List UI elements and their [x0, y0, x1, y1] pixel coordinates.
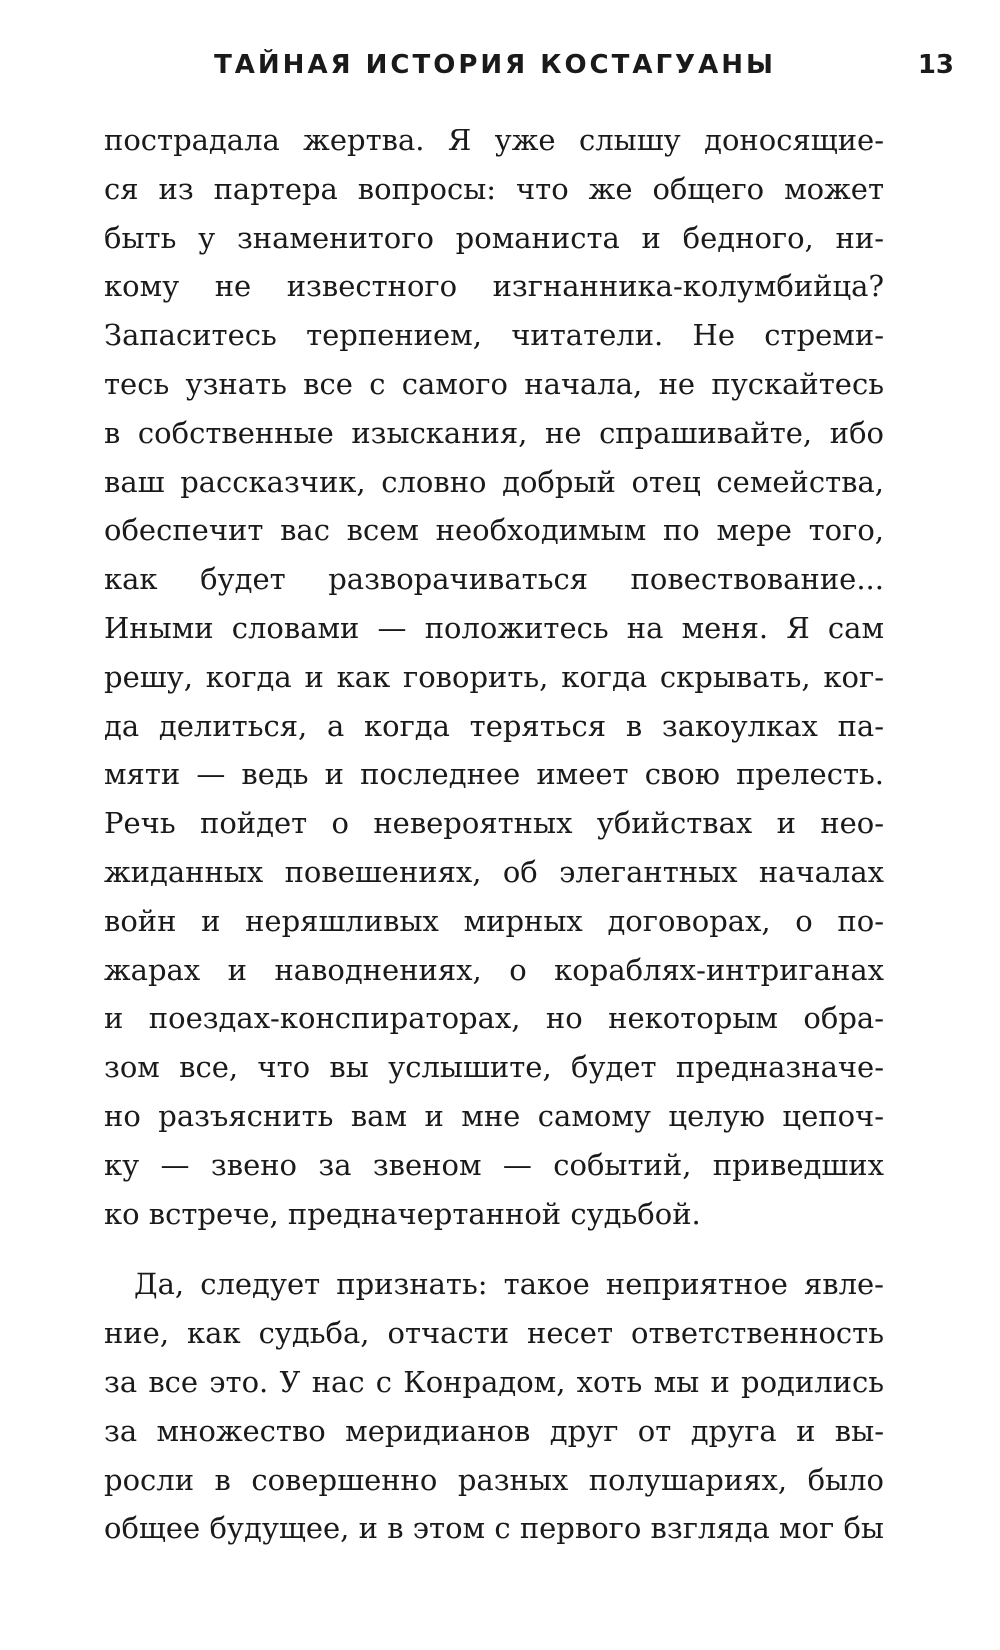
text-line: мяти — ведь и последнее имеет свою прелесть. [104, 757, 884, 792]
text-line: пострадала жертва. Я уже слышу доносящие- [104, 123, 884, 157]
text-line: тесь узнать все с самого начала, не пускайтесь [104, 366, 884, 401]
text-line: Речь пойдет о невероятных убийствах и нео- [104, 806, 884, 841]
text-line: Иными словами — положитесь на меня. Я сам [104, 610, 884, 645]
text-line: росли в совершенно разных полушариях, было [104, 1462, 884, 1497]
text-line: ко встрече, предначертанной судьбой. [104, 1196, 701, 1231]
text-line: жиданных повешениях, об элегантных началах [104, 854, 884, 889]
text-line: обеспечит вас всем необходимым по мере того, [104, 513, 884, 548]
text-line: Да, следует признать: такое неприятное явле- [134, 1267, 884, 1302]
text-line: жарах и наводнениях, о кораблях-интриганах [104, 952, 884, 987]
paragraph-1 [104, 116, 884, 1238]
text-line: за все это. У нас с Конрадом, хоть мы и родились [104, 1364, 884, 1399]
text-line: в собственные изыскания, не спрашивайте, ибо [104, 415, 884, 450]
running-title: ТАЙНАЯ ИСТОРИЯ КОСТАГУАНЫ [214, 50, 776, 80]
text-line: зом все, что вы услышите, будет предназначе- [104, 1050, 884, 1085]
running-head [0, 44, 1000, 84]
text-line: ние, как судьба, отчасти несет ответственность [104, 1316, 884, 1351]
paragraph-2 [104, 1260, 884, 1553]
text-line: решу, когда и как говорить, когда скрывать, ког- [104, 659, 884, 694]
text-line: общее будущее, и в этом с первого взгляда мог бы [104, 1511, 884, 1546]
text-line: войн и неряшливых мирных договорах, о по- [104, 903, 884, 938]
text-line: да делиться, а когда теряться в закоулках па- [104, 708, 884, 743]
text-line: но разъяснить вам и мне самому целую цепоч- [104, 1098, 884, 1133]
text-line: Запаситесь терпением, читатели. Не стреми- [104, 318, 884, 353]
text-line: кому не известного изгнанника-колумбийца? [104, 269, 884, 304]
text-line: за множество меридианов друг от друга и вы- [104, 1413, 884, 1448]
body-text [104, 116, 884, 1553]
text-line: ся из партера вопросы: что же общего может [104, 171, 884, 206]
paragraph-gap [104, 1238, 884, 1260]
text-line: ваш рассказчик, словно добрый отец семейства, [104, 464, 884, 499]
text-line: как будет разворачиваться повествование... [104, 562, 884, 597]
text-line: ку — звено за звеном — событий, приведших [104, 1147, 884, 1182]
text-line: и поездах-конспираторах, но некоторым обра- [104, 1001, 884, 1036]
page-number: 13 [917, 50, 954, 80]
text-line: быть у знаменитого романиста и бедного, ни- [104, 220, 884, 255]
